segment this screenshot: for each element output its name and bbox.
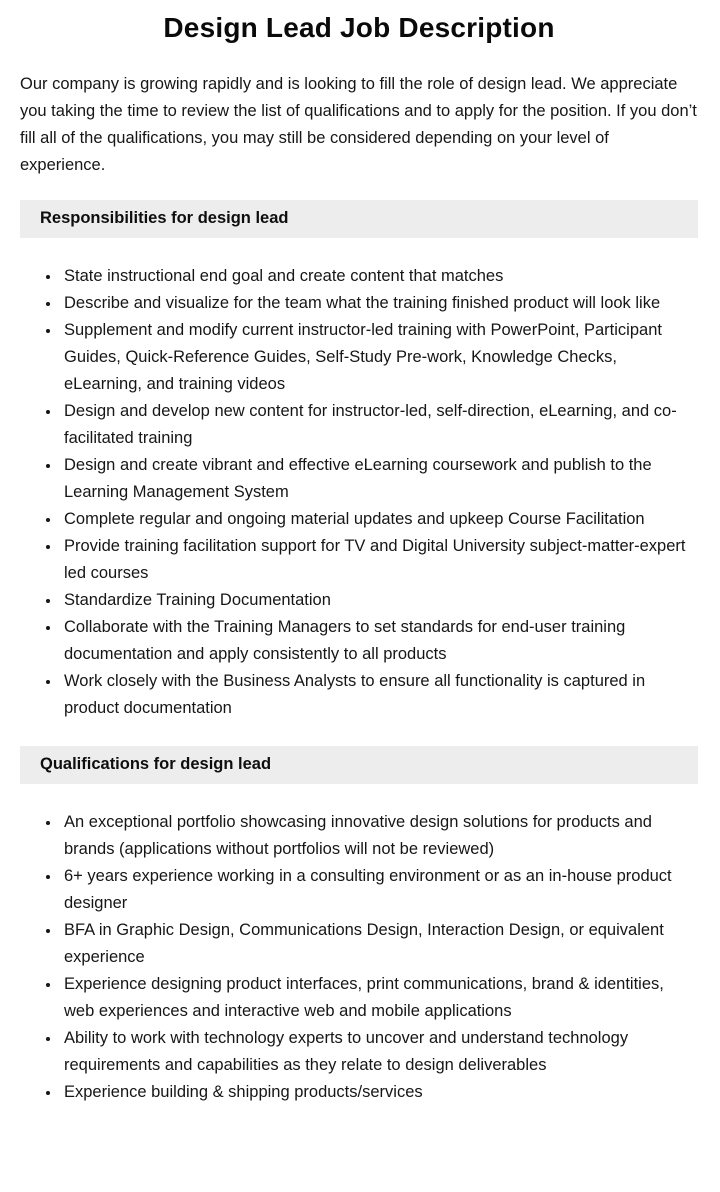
list-item: • Collaborate with the Training Managers to set standards for end-user training documentation and apply consistently to all products: [61, 614, 698, 668]
list-item: • Ability to work with technology experts to uncover and understand technology requirements and capabilities as they relate to design deliverables: [61, 1025, 698, 1079]
list-item: • Provide training facilitation support for TV and Digital University subject-matter-expert led courses: [61, 533, 698, 587]
list-item: • State instructional end goal and create content that matches: [61, 263, 698, 290]
list-item: • Work closely with the Business Analysts to ensure all functionality is captured in product documentation: [61, 668, 698, 722]
list-item: • Complete regular and ongoing material updates and upkeep Course Facilitation: [61, 506, 698, 533]
list-item: • An exceptional portfolio showcasing innovative design solutions for products and brands (applications without portfolios will not be reviewed): [61, 809, 698, 863]
intro-paragraph: Our company is growing rapidly and is looking to fill the role of design lead. We appreciate you taking the time to review the list of qualifications and to apply for the position. If you don’t fill all of the qualifications, you may still be considered depending on your level of experience.: [20, 75, 697, 174]
section-header-qualifications: Qualifications for design lead: [20, 746, 698, 784]
list-item: • Standardize Training Documentation: [61, 587, 698, 614]
responsibilities-list: [20, 263, 698, 722]
section-header-responsibilities: Responsibilities for design lead: [20, 200, 698, 238]
page-title: Design Lead Job Description: [163, 12, 555, 43]
list-item: • Describe and visualize for the team what the training finished product will look like: [61, 290, 698, 317]
list-item: • Experience designing product interfaces, print communications, brand & identities, web experiences and interactive web and mobile applications: [61, 971, 698, 1025]
responsibilities-section: [20, 200, 698, 722]
list-item: • Design and develop new content for instructor-led, self-direction, eLearning, and co-facilitated training: [61, 398, 698, 452]
list-item: • Experience building & shipping products/services: [61, 1079, 698, 1106]
qualifications-section: [20, 746, 698, 1106]
list-item: • Supplement and modify current instructor-led training with PowerPoint, Participant Guides, Quick-Reference Guides, Self-Study Pre-work, Knowledge Checks, eLearning, and training videos: [61, 317, 698, 398]
qualifications-list: [20, 809, 698, 1106]
list-item: • BFA in Graphic Design, Communications Design, Interaction Design, or equivalent experience: [61, 917, 698, 971]
list-item: • 6+ years experience working in a consulting environment or as an in-house product designer: [61, 863, 698, 917]
list-item: • Design and create vibrant and effective eLearning coursework and publish to the Learning Management System: [61, 452, 698, 506]
